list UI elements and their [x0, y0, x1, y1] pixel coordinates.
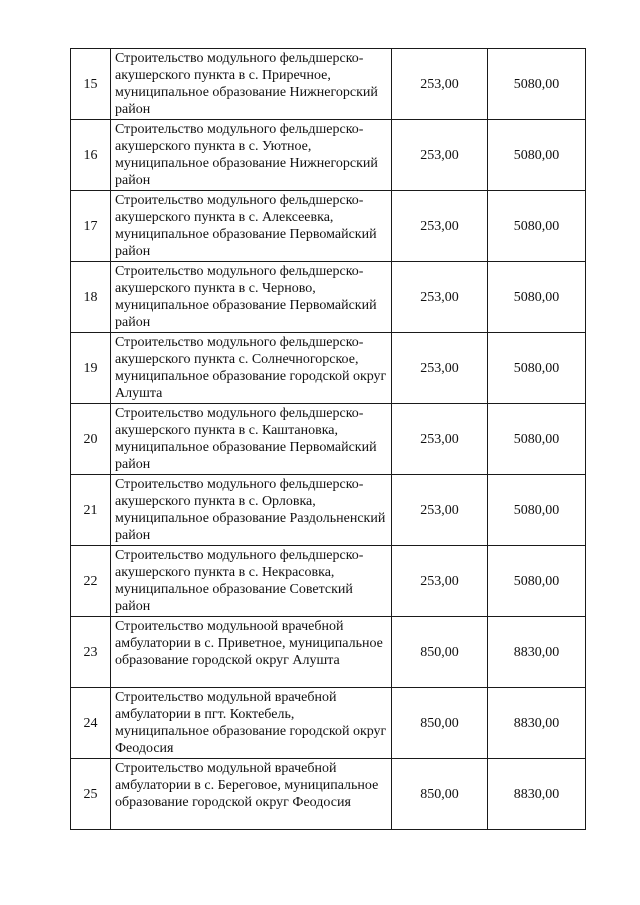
row-number: 15 [71, 49, 111, 120]
row-number: 22 [71, 546, 111, 617]
table-row [71, 617, 586, 688]
table-row [71, 688, 586, 759]
table-row [71, 759, 586, 830]
row-number: 24 [71, 688, 111, 759]
row-value-b: 5080,00 [488, 333, 586, 404]
row-description: Строительство модульного фельдшерско-акушерского пункта в с. Приречное, муниципальное образование Нижнегорский район [111, 49, 392, 120]
row-value-b: 8830,00 [488, 688, 586, 759]
row-value-b: 5080,00 [488, 49, 586, 120]
row-value-b: 5080,00 [488, 404, 586, 475]
row-value-a: 253,00 [392, 49, 488, 120]
row-value-b: 5080,00 [488, 262, 586, 333]
table-row [71, 546, 586, 617]
table-body [71, 49, 586, 830]
row-number: 21 [71, 475, 111, 546]
row-number: 16 [71, 120, 111, 191]
table-row [71, 49, 586, 120]
row-value-a: 253,00 [392, 262, 488, 333]
row-value-a: 253,00 [392, 475, 488, 546]
row-description: Строительство модульного фельдшерско-акушерского пункта в с. Алексеевка, муниципальное образование Первомайский район [111, 191, 392, 262]
row-number: 17 [71, 191, 111, 262]
row-value-b: 5080,00 [488, 120, 586, 191]
row-description: Строительство модульноой врачебной амбулатории в с. Приветное, муниципальное образование городской округ Алушта [111, 617, 392, 688]
row-description: Строительство модульного фельдшерско-акушерского пункта в с. Некрасовка, муниципальное образование Советский район [111, 546, 392, 617]
row-number: 20 [71, 404, 111, 475]
row-description: Строительство модульного фельдшерско-акушерского пункта с. Солнечногорское, муниципальное образование городской округ Алушта [111, 333, 392, 404]
row-value-a: 850,00 [392, 688, 488, 759]
row-value-a: 850,00 [392, 759, 488, 830]
table-row [71, 120, 586, 191]
row-description: Строительство модульного фельдшерско-акушерского пункта в с. Орловка, муниципальное образование Раздольненский район [111, 475, 392, 546]
row-number: 19 [71, 333, 111, 404]
row-description: Строительство модульного фельдшерско-акушерского пункта в с. Уютное, муниципальное образование Нижнегорский район [111, 120, 392, 191]
table-row [71, 475, 586, 546]
table-row [71, 262, 586, 333]
row-description: Строительство модульной врачебной амбулатории в с. Береговое, муниципальное образование городской округ Феодосия [111, 759, 392, 830]
table-row [71, 191, 586, 262]
row-value-b: 5080,00 [488, 475, 586, 546]
row-description: Строительство модульного фельдшерско-акушерского пункта в с. Каштановка, муниципальное образование Первомайский район [111, 404, 392, 475]
row-value-a: 253,00 [392, 120, 488, 191]
row-description: Строительство модульного фельдшерско-акушерского пункта в с. Черново, муниципальное образование Первомайский район [111, 262, 392, 333]
row-value-b: 8830,00 [488, 759, 586, 830]
row-value-a: 253,00 [392, 333, 488, 404]
table-row [71, 333, 586, 404]
table-row [71, 404, 586, 475]
row-value-b: 5080,00 [488, 546, 586, 617]
row-value-a: 253,00 [392, 404, 488, 475]
row-value-a: 253,00 [392, 191, 488, 262]
row-value-b: 5080,00 [488, 191, 586, 262]
row-number: 18 [71, 262, 111, 333]
document-table [70, 48, 586, 830]
row-value-a: 850,00 [392, 617, 488, 688]
row-number: 25 [71, 759, 111, 830]
row-description: Строительство модульной врачебной амбулатории в пгт. Коктебель, муниципальное образование городской округ Феодосия [111, 688, 392, 759]
row-number: 23 [71, 617, 111, 688]
row-value-b: 8830,00 [488, 617, 586, 688]
row-value-a: 253,00 [392, 546, 488, 617]
